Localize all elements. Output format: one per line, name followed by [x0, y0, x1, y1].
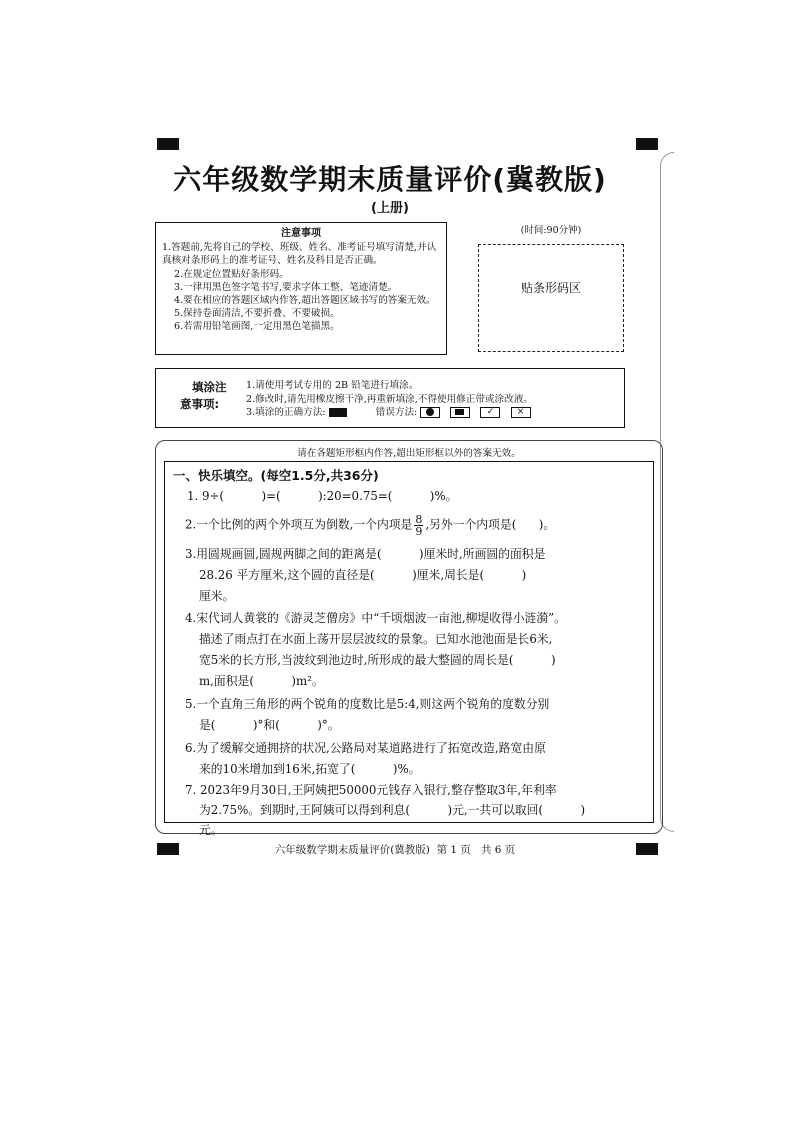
wrong-partial-icon — [450, 407, 470, 418]
corner-marker-bottom-left — [157, 843, 179, 855]
fill-notes-label-line2: 意事项: — [180, 397, 220, 411]
corner-marker-top-left — [157, 138, 179, 150]
question-1-text: 1. 9÷( )=( ):20=0.75=( )%。 — [187, 489, 458, 503]
question-5 — [185, 694, 637, 736]
question-2-text-end: ,另外一个内项是( )。 — [425, 517, 556, 532]
question-4-line: 宽5米的长方形,当波纹到池边时,所形成的最大整圆的周长是( ) — [199, 653, 556, 667]
barcode-area — [478, 244, 624, 352]
question-3-line: 3.用圆规画圆,圆规两脚之间的距离是( )厘米时,所画圆的面积是 — [185, 547, 546, 561]
answer-instruction: 请在各题矩形框内作答,超出矩形框以外的答案无效。 — [297, 448, 521, 459]
corner-marker-top-right — [636, 138, 658, 150]
fraction-denominator: 9 — [415, 525, 423, 538]
notes-box — [155, 222, 447, 355]
fraction-8-9 — [414, 514, 423, 537]
question-3 — [185, 544, 637, 607]
notes-item: 6.若需用铅笔画图,一定用黑色笔描黑。 — [174, 321, 340, 333]
page-footer: 六年级数学期末质量评价(冀教版) 第 1 页 共 6 页 — [274, 844, 516, 856]
notes-item: 5.保持卷面清洁,不要折叠、不要破损。 — [174, 308, 340, 320]
question-3-line: 厘米。 — [199, 589, 235, 603]
question-5-line: 是( )°和( )°。 — [199, 718, 340, 732]
fill-notes-box — [155, 368, 625, 428]
fill-rule-1: 1.请使用考试专用的 2B 铅笔进行填涂。 — [246, 380, 419, 391]
notes-item: 2.在规定位置贴好条形码。 — [174, 268, 289, 280]
fill-rule-3-correct: 3.填涂的正确方法: — [246, 407, 326, 418]
notes-heading: 注意事项 — [281, 228, 321, 239]
question-2 — [185, 514, 637, 537]
notes-item: 1.答题前,先将自己的学校、班级、姓名、准考证号填写清楚,并认真核对条形码上的准考证号、姓名及科目是否正确。 — [162, 242, 437, 267]
notes-item: 4.要在相应的答题区域内作答,超出答题区域书写的答案无效。 — [174, 295, 436, 307]
question-4-line: 4.宋代词人黄裳的《游灵芝僧房》中“千顷烟波一亩池,柳堤收得小涟漪”。 — [185, 611, 566, 625]
fill-rule-3 — [246, 406, 622, 420]
question-1 — [187, 486, 639, 507]
fill-notes-rules — [246, 379, 622, 420]
answer-area — [155, 440, 663, 837]
question-4 — [185, 608, 637, 692]
question-4-line: 描述了雨点打在水面上荡开层层波纹的景象。已知水池池面是长6米, — [199, 632, 553, 646]
fraction-numerator: 8 — [415, 513, 423, 526]
notes-item: 3.一律用黑色签字笔书写,要求字体工整、笔迹清楚。 — [174, 281, 398, 293]
correct-fill-icon — [329, 408, 347, 417]
wrong-check-icon: ✓ — [480, 407, 500, 418]
section-1-heading: 一、快乐填空。(每空1.5分,共36分) — [173, 468, 379, 483]
barcode-label: 贴条形码区 — [520, 281, 581, 295]
question-6-line: 6.为了缓解交通拥挤的状况,公路局对某道路进行了拓宽改造,路宽由原 — [185, 741, 546, 755]
time-label: (时间:90分钟) — [520, 225, 582, 236]
fill-notes-label-line1: 填涂注 — [192, 380, 227, 394]
question-5-line: 5.一个直角三角形的两个锐角的度数比是5:4,则这两个锐角的度数分别 — [185, 697, 550, 711]
question-7-line: 元。 — [199, 823, 223, 837]
question-4-line: m,面积是( )m²。 — [199, 674, 324, 688]
section-1-box — [164, 461, 654, 837]
question-7-line: 为2.75%。到期时,王阿姨可以得到利息( )元,一共可以取回( ) — [199, 803, 586, 817]
page-subtitle: (上册) — [371, 201, 409, 216]
fill-rule-2: 2.修改时,请先用橡皮擦干净,再重新填涂,不得使用修正带或涂改液。 — [246, 393, 533, 405]
question-2-text: 2.一个比例的两个外项互为倒数,一个内项是 — [185, 517, 413, 532]
question-6 — [185, 738, 637, 780]
fill-notes-label — [180, 379, 234, 413]
question-3-line: 28.26 平方厘米,这个圆的直径是( )厘米,周长是( ) — [199, 568, 527, 582]
page-title: 六年级数学期末质量评价(冀教版) — [173, 163, 607, 196]
question-6-line: 来的10米增加到16米,拓宽了( )%。 — [199, 762, 421, 776]
wrong-dot-icon — [420, 407, 440, 418]
corner-marker-bottom-right — [636, 843, 658, 855]
wrong-cross-icon: × — [511, 407, 531, 418]
question-7-line: 7. 2023年9月30日,王阿姨把50000元钱存入银行,整存整取3年,年利率 — [185, 783, 557, 797]
question-7 — [185, 780, 637, 840]
fill-rule-3-wrong: 错误方法: — [375, 407, 418, 418]
